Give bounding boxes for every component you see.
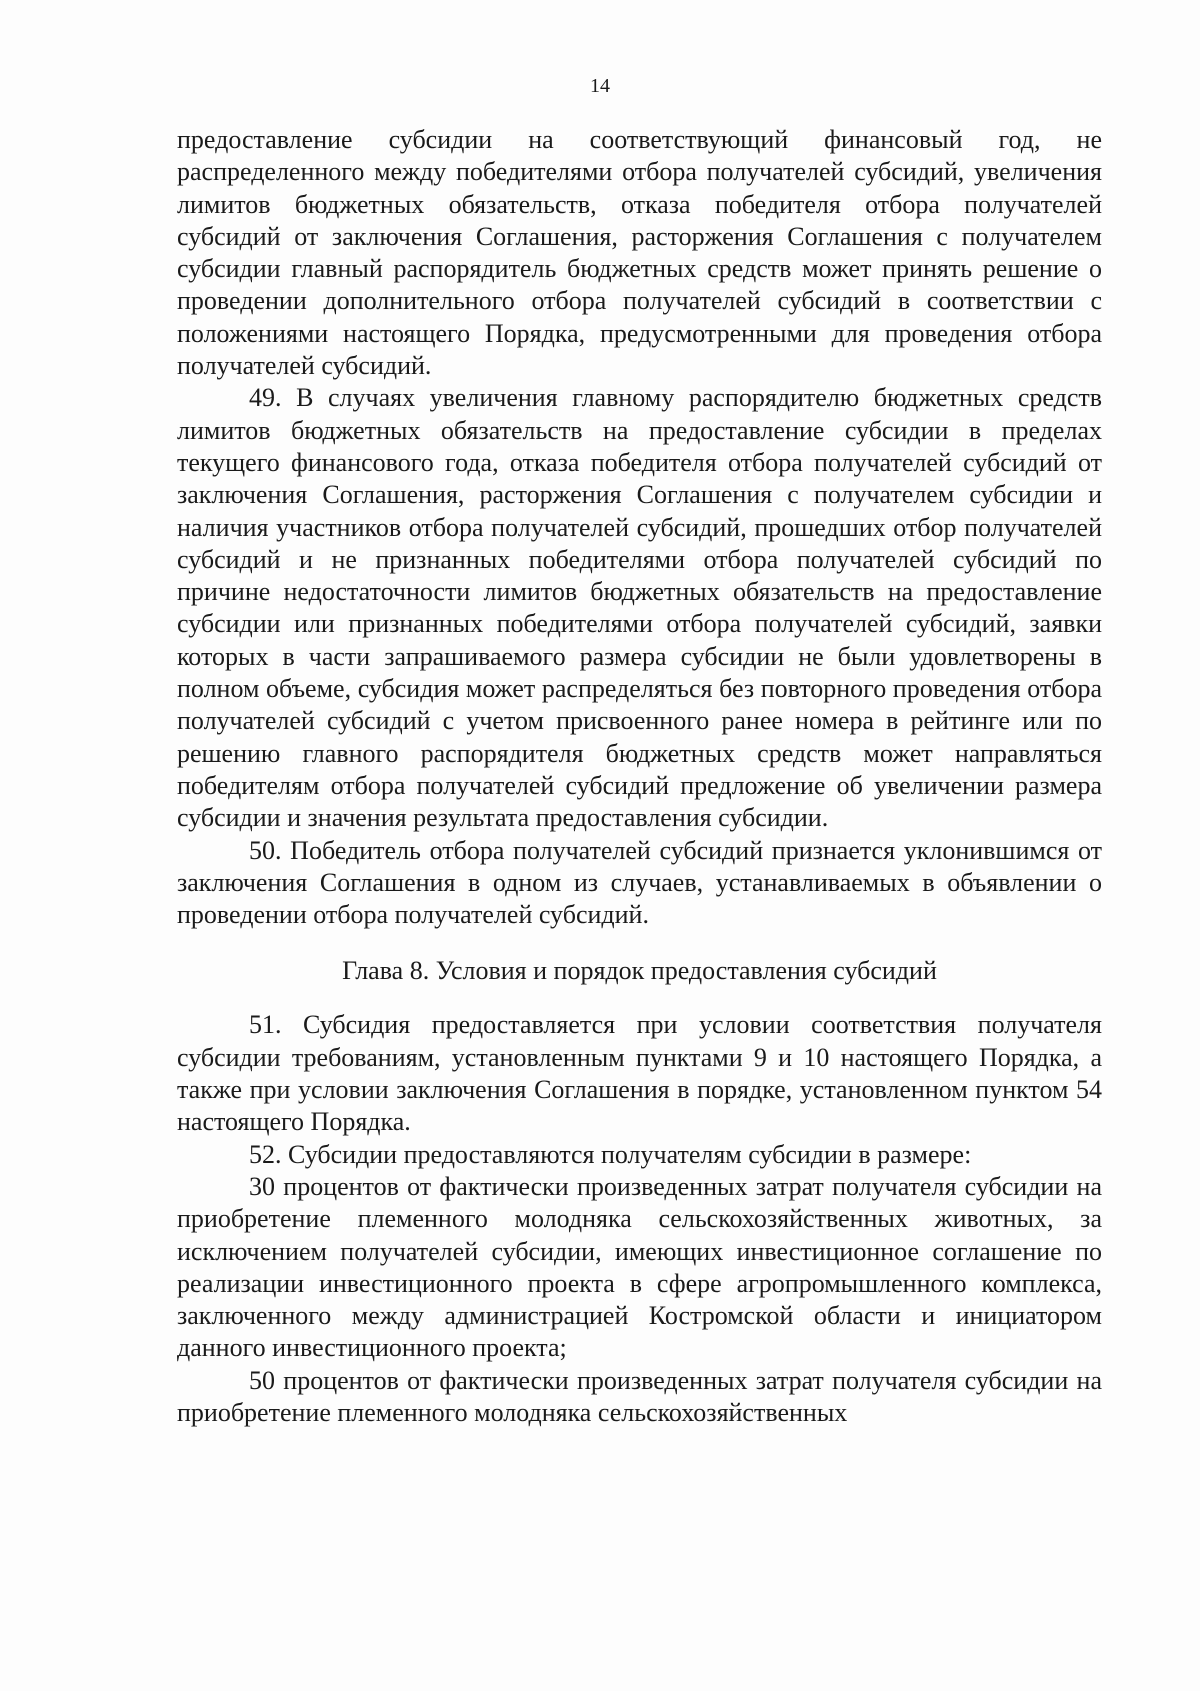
- paragraph-intro: предоставление субсидии на соответствующий финансовый год, не распределенного между победителями отбора получателей субсидий, увеличения лимитов бюджетных обязательств, отказа победителя отбора получателей субсидий от заключения Соглашения, расторжения Соглашения с получателем субсидии главный распорядитель бюджетных средств может принять решение о проведении дополнительного отбора получателей субсидий в соответствии с положениями настоящего Порядка, предусмотренными для проведения отбора получателей субсидий.: [177, 125, 1102, 381]
- page-number: 14: [590, 75, 610, 97]
- document-body: [177, 124, 1102, 1429]
- paragraph-52-rate-50: 50 процентов от фактически произведенных затрат получателя субсидии на приобретение племенного молодняка сельскохозяйственных: [177, 1365, 1102, 1427]
- paragraph-49: 49. В случаях увеличения главному распорядителю бюджетных средств лимитов бюджетных обязательств на предоставление субсидии в пределах текущего финансового года, отказа победителя отбора получателей субсидий от заключения Соглашения, расторжения Соглашения с получателем субсидии и наличия участников отбора получателей субсидий, прошедших отбор получателей субсидий и не признанных победителями отбора получателей субсидий по причине недостаточности лимитов бюджетных обязательств на предоставление субсидии или признанных победителями отбора получателей субсидий, заявки которых в части запрашиваемого размера субсидии не были удовлетворены в полном объеме, субсидия может распределяться без повторного проведения отбора получателей субсидий с учетом присвоенного ранее номера в рейтинге или по решению главного распорядителя бюджетных средств может направляться победителям отбора получателей субсидий предложение об увеличении размера субсидии и значения результата предоставления субсидии.: [177, 383, 1102, 833]
- paragraph-52: 52. Субсидии предоставляются получателям субсидии в размере:: [249, 1139, 972, 1169]
- paragraph-50: 50. Победитель отбора получателей субсидий признается уклонившимся от заключения Соглашения в одном из случаев, устанавливаемых в объявлении о проведении отбора получателей субсидий.: [177, 835, 1102, 930]
- chapter-heading: Глава 8. Условия и порядок предоставления субсидий: [342, 956, 937, 986]
- paragraph-52-rate-30: 30 процентов от фактически произведенных затрат получателя субсидии на приобретение племенного молодняка сельскохозяйственных животных, за исключением получателей субсидии, имеющих инвестиционное соглашение по реализации инвестиционного проекта в сфере агропромышленного комплекса, заключенного между администрацией Костромской области и инициатором данного инвестиционного проекта;: [177, 1171, 1102, 1363]
- paragraph-51: 51. Субсидия предоставляется при условии соответствия получателя субсидии требованиям, установленным пунктами 9 и 10 настоящего Порядка, а также при условии заключения Соглашения в порядке, установленном пунктом 54 настоящего Порядка.: [177, 1010, 1102, 1137]
